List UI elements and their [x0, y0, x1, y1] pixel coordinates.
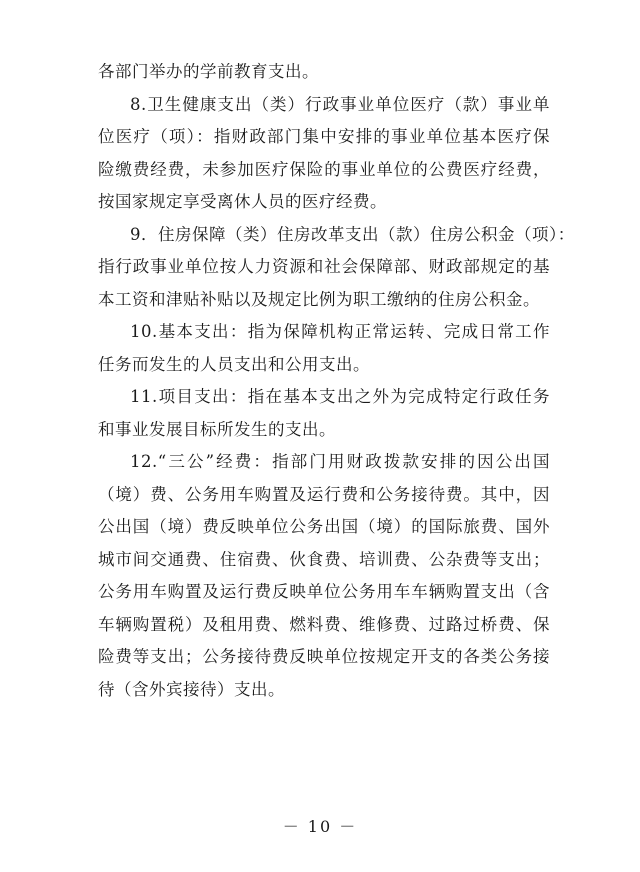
- paragraph-item-10: [98, 316, 550, 381]
- text-line: 指行政事业单位按人力资源和社会保障部、财政部规定的基: [98, 257, 550, 276]
- text-line: 公出国（境）费反映单位公务出国（境）的国际旅费、国外: [98, 517, 550, 536]
- paragraph-continuation: [98, 56, 550, 89]
- text-line: 12.“三公”经费：指部门用财政拨款安排的因公出国: [130, 452, 550, 471]
- text-line: 8.卫生健康支出（类）行政事业单位医疗（款）事业单: [130, 94, 550, 114]
- text-line: 车辆购置税）及租用费、燃料费、维修费、过路过桥费、保: [98, 614, 550, 634]
- text-line: 10.基本支出：指为保障机构正常运转、完成日常工作: [130, 322, 550, 341]
- text-line: 位医疗（项）：指财政部门集中安排的事业单位基本医疗保: [98, 127, 550, 146]
- text-line: 任务而发生的人员支出和公用支出。: [98, 354, 370, 374]
- text-line: 各部门举办的学前教育支出。: [98, 62, 319, 81]
- text-line: 险缴费经费，未参加医疗保险的事业单位的公费医疗经费，: [98, 159, 550, 179]
- paragraph-item-12: [98, 446, 550, 706]
- paragraph-item-8: [98, 89, 550, 219]
- text-line: 待（含外宾接待）支出。: [98, 679, 285, 699]
- paragraph-item-11: [98, 381, 550, 446]
- text-line: 按国家规定享受离休人员的医疗经费。: [98, 192, 387, 211]
- text-line: （境）费、公务用车购置及运行费和公务接待费。其中，因: [98, 484, 550, 504]
- page-number: － 10 －: [282, 817, 358, 836]
- text-line: 险费等支出；公务接待费反映单位按规定开支的各类公务接: [98, 647, 550, 666]
- text-line: 和事业发展目标所发生的支出。: [98, 419, 336, 439]
- text-line: 城市间交通费、住宿费、伙食费、培训费、公杂费等支出；: [98, 549, 550, 569]
- text-line: 本工资和津贴补贴以及规定比例为职工缴纳的住房公积金。: [98, 289, 540, 309]
- text-line: 公务用车购置及运行费反映单位公务用车车辆购置支出（含: [98, 582, 550, 601]
- text-line: 9．住房保障（类）住房改革支出（款）住房公积金（项）：: [130, 224, 575, 244]
- text-line: 11.项目支出：指在基本支出之外为完成特定行政任务: [130, 387, 550, 406]
- paragraph-item-9: [98, 219, 575, 317]
- body-text: [98, 56, 575, 706]
